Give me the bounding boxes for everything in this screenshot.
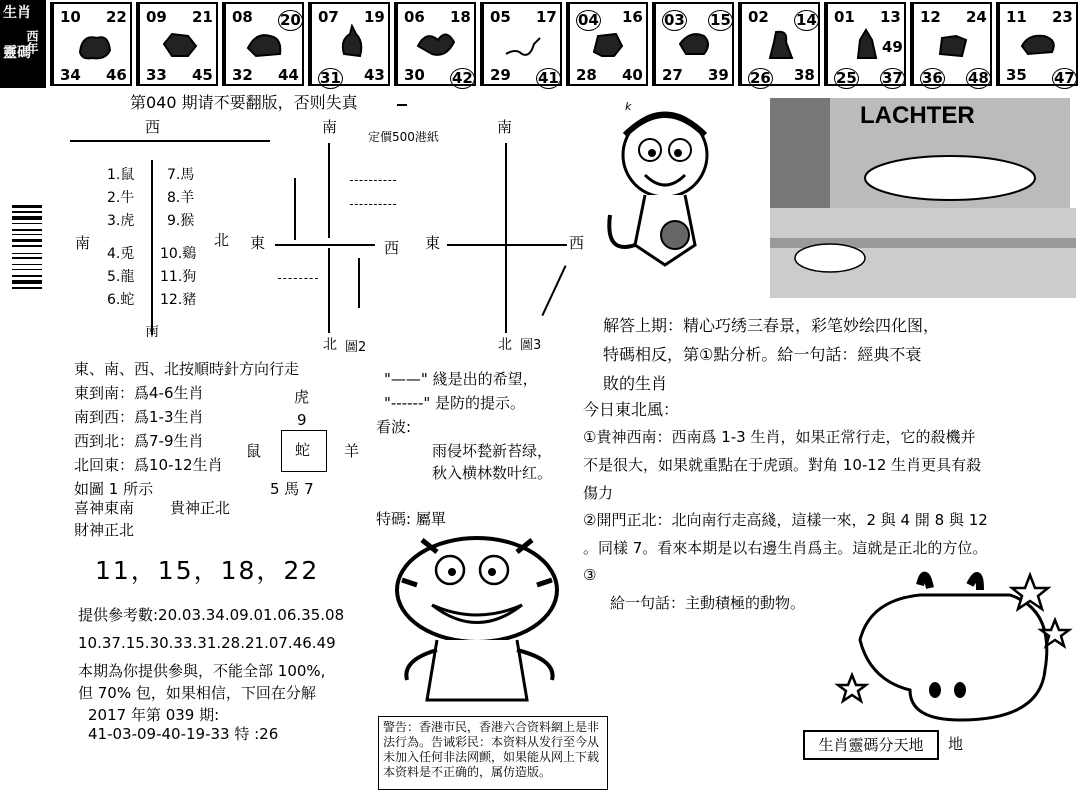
figure-note: 如圖 1 所示 (74, 480, 154, 498)
fig2-label: 圖2 (345, 340, 367, 355)
zodiac-cell (910, 2, 992, 86)
legend-solid: "——" 綫是出的希望， (384, 370, 538, 388)
monkey-cartoon-image (595, 95, 745, 295)
pig-icon (1018, 24, 1058, 62)
zodiac-number: 20 (280, 11, 301, 29)
zodiac-number: 22 (106, 8, 127, 26)
zodiac-number: 25 (836, 69, 857, 87)
zodiac-number: 48 (968, 69, 989, 87)
summary-line: 給一句話：主動積極的動物。 (610, 594, 806, 612)
barcode-bar (12, 257, 42, 259)
cross-top-num: 9 (297, 411, 307, 429)
corner-line3: 西年 (25, 30, 39, 54)
para-3: ③ (583, 566, 597, 584)
horse-icon (588, 24, 628, 62)
zodiac-number: 34 (60, 66, 81, 84)
zodiac-number: 39 (708, 66, 729, 84)
rooster-icon (846, 24, 886, 62)
snake-icon (502, 24, 542, 62)
fig1-left: 南 (75, 234, 91, 252)
zodiac-number: 07 (318, 8, 339, 26)
zodiac-number: 13 (880, 8, 901, 26)
barcode-bar (12, 275, 42, 277)
fig1-item: 12.豬 (160, 292, 197, 308)
zodiac-number: 28 (576, 66, 597, 84)
zodiac-number: 21 (192, 8, 213, 26)
fig2-left: 東 (250, 234, 266, 252)
direction-line: 西到北：爲7-9生肖 (74, 432, 204, 450)
tag-label: 生肖靈碼分天地 (803, 730, 939, 760)
zodiac-number: 43 (364, 66, 385, 84)
k-mark: k (625, 100, 632, 113)
zodiac-number: 41 (538, 69, 559, 87)
zodiac-number: 15 (710, 11, 731, 29)
fig3-left: 東 (425, 234, 441, 252)
zodiac-number: 17 (536, 8, 557, 26)
zodiac-number: 01 (834, 8, 855, 26)
fig1-item: 11.狗 (160, 269, 197, 285)
prev-issue-result: 41-03-09-40-19-33 特 :26 (88, 725, 279, 743)
zodiac-number: 08 (232, 8, 253, 26)
fig1-top: 西 (145, 118, 161, 136)
zodiac-number: 19 (364, 8, 385, 26)
figure-3 (425, 118, 595, 358)
corner-line1: 生肖 (3, 5, 31, 21)
fig3-bottom: 北 (498, 337, 512, 353)
dragon-icon (416, 24, 456, 62)
barcode-bar (12, 216, 42, 220)
fig1-bottom: 南 (145, 324, 159, 340)
corner-title (0, 0, 46, 88)
barcode-bar (12, 211, 42, 213)
cross-bottom: 5 馬 7 (270, 480, 314, 498)
zodiac-number: 26 (750, 69, 771, 87)
barcode-bar (12, 287, 42, 289)
dog-icon (932, 24, 972, 62)
zodiac-number: 02 (748, 8, 769, 26)
para-2-line-2: 。同樣 7。看來本期是以右邊生肖爲主。這就是正北的方位。 (583, 539, 988, 557)
barcode-bar (12, 239, 42, 242)
barcode-bar (12, 229, 42, 231)
answer-line-1: 解答上期：精心巧绣三春景，彩笔妙绘四化图， (603, 316, 940, 335)
barcode-bar (12, 223, 42, 224)
zodiac-number: 36 (922, 69, 943, 87)
today-wind: 今日東北風： (583, 400, 680, 419)
legend-dashed: "------" 是防的提示。 (384, 394, 526, 412)
zodiac-number: 35 (1006, 66, 1027, 84)
cai-shen: 財神正北 (74, 521, 135, 539)
barcode-bar (12, 264, 42, 265)
zodiac-number: 18 (450, 8, 471, 26)
zodiac-number: 44 (278, 66, 299, 84)
fig1-item: 2.牛 (107, 190, 135, 206)
para-1-line-2: 不是很大，如果就重點在于虎頭。對角 10-12 生肖更具有殺 (583, 456, 982, 474)
answer-line-2: 特碼相反，第①點分析。給一句話：經典不衰 (603, 345, 922, 364)
poem-label: 看波: (376, 418, 412, 436)
direction-line: 北回東：爲10-12生肖 (74, 456, 223, 474)
zodiac-number: 05 (490, 8, 511, 26)
price-label: 定價500港紙 (368, 130, 439, 144)
laughter-sign: LACHTER (860, 102, 975, 129)
zodiac-number: 24 (966, 8, 987, 26)
direction-line: 南到西：爲1-3生肖 (74, 408, 204, 426)
fig3-label: 圖3 (520, 338, 542, 353)
zodiac-cell (394, 2, 476, 86)
goat-cartoon-image (830, 560, 1076, 740)
cross-left: 鼠 (246, 442, 262, 460)
zodiac-number: 42 (452, 69, 473, 87)
para-1-line-3: 傷力 (583, 484, 614, 502)
highlight-numbers: 11，15，18，22 (95, 556, 320, 585)
zodiac-cell (480, 2, 562, 86)
poem-line-2: 秋入横林数叶红。 (432, 464, 553, 482)
warning-box: 警告：香港市民，香港六合资料網上是非法行為。告诫彩民：本资料从发行至今从未加入任何非法网颤，如果能从网上下载本资料是不正确的，属仿造版。 (378, 716, 608, 790)
special-code: 特碼: 屬單 (376, 510, 446, 528)
rat-icon (72, 24, 112, 62)
rabbit-icon (330, 24, 370, 62)
zodiac-number: 23 (1052, 8, 1073, 26)
zodiac-number: 46 (106, 66, 127, 84)
para-2-line-1: ②開門正北：北向南行走高綫，這樣一來，2 與 4 開 8 與 12 (583, 511, 988, 529)
fig1-item: 8.羊 (167, 190, 195, 206)
zodiac-number: 04 (578, 11, 599, 29)
poem-line-1: 雨侵坏甃新苔绿， (432, 442, 553, 460)
fig2-bottom: 北 (323, 337, 337, 353)
fig1-item: 9.猴 (167, 213, 195, 229)
zodiac-number: 06 (404, 8, 425, 26)
fig1-item: 1.鼠 (107, 167, 135, 183)
zodiac-number: 30 (404, 66, 425, 84)
zodiac-number: 27 (662, 66, 683, 84)
corner-line2: 靈碼 (3, 45, 31, 61)
barcode-image (12, 205, 42, 345)
zodiac-number: 45 (192, 66, 213, 84)
tiger-icon (244, 24, 284, 62)
fig3-top: 南 (497, 118, 513, 136)
barcode-bar (12, 280, 42, 284)
zodiac-number: 33 (146, 66, 167, 84)
fig1-item: 6.蛇 (107, 292, 135, 308)
zodiac-number: 14 (796, 11, 817, 29)
fig2-top: 南 (322, 118, 338, 136)
zodiac-number: 40 (622, 66, 643, 84)
zodiac-cell (652, 2, 734, 86)
rule-text: 東、南、西、北按順時針方向行走 (74, 360, 300, 378)
zodiac-cell (566, 2, 648, 86)
note-line-2: 但 70% 包，如果相信，下回在分解 (78, 684, 316, 702)
zodiac-number: 37 (882, 69, 903, 87)
zodiac-number: 12 (920, 8, 941, 26)
goat-icon (674, 24, 714, 62)
tag-after: 地 (948, 735, 964, 753)
zodiac-cell (308, 2, 390, 86)
fig1-right: 北 (214, 231, 230, 249)
zodiac-cell (50, 2, 132, 86)
barcode-bar (12, 234, 42, 235)
barcode-bar (12, 205, 42, 208)
fig1-item: 3.虎 (107, 213, 135, 229)
ox-icon (158, 24, 198, 62)
monkey-icon (760, 24, 800, 62)
prev-issue-label: 2017 年第 039 期: (88, 706, 220, 724)
fig1-item: 7.馬 (167, 167, 195, 183)
zodiac-cell (824, 2, 906, 86)
barcode-bar (12, 253, 42, 254)
direction-line: 東到南：爲4-6生肖 (74, 384, 204, 402)
zodiac-cell (222, 2, 304, 86)
cross-right: 羊 (344, 442, 360, 460)
zodiac-cell (996, 2, 1078, 86)
fig1-item: 4.兎 (107, 246, 135, 262)
answer-line-3: 敗的生肖 (603, 374, 668, 393)
xi-shen: 喜神東南 (74, 499, 135, 517)
gui-shen: 貴神正北 (170, 499, 231, 517)
para-1-line-1: ①貴神西南：西南爲 1-3 生肖，如果正常行走，它的殺機并 (583, 428, 976, 446)
fig3-right: 西 (569, 234, 585, 252)
cross-top: 虎 (294, 388, 310, 406)
zodiac-number: 38 (794, 66, 815, 84)
zodiac-number: 29 (490, 66, 511, 84)
issue-line: 第040 期请不要翻版，否则失真 (130, 93, 358, 112)
zodiac-number: 16 (622, 8, 643, 26)
barcode-bar (12, 245, 42, 247)
fig1-item: 10.鷄 (160, 246, 197, 262)
zodiac-strip (0, 0, 1080, 88)
fig1-item: 5.龍 (107, 269, 135, 285)
fig2-right: 西 (384, 239, 400, 257)
tiger-cartoon-image (382, 530, 592, 712)
reference-numbers-1: 提供參考數:20.03.34.09.01.06.35.08 (78, 606, 345, 624)
zodiac-cell (136, 2, 218, 86)
zodiac-number: 49 (882, 38, 903, 56)
zodiac-number: 31 (320, 69, 341, 87)
zodiac-cell (738, 2, 820, 86)
zodiac-number: 11 (1006, 8, 1027, 26)
zodiac-number: 32 (232, 66, 253, 84)
zodiac-number: 09 (146, 8, 167, 26)
barcode-bar (12, 269, 42, 270)
zodiac-number: 47 (1054, 69, 1075, 87)
cross-center: 蛇 (295, 441, 311, 459)
note-line-1: 本期為你提供參與，不能全部 100%, (78, 662, 326, 680)
zodiac-number: 10 (60, 8, 81, 26)
laughter-cartoon-image (740, 98, 1076, 298)
reference-numbers-2: 10.37.15.30.33.31.28.21.07.46.49 (78, 634, 336, 652)
figure-2 (250, 118, 420, 358)
zodiac-number: 03 (664, 11, 685, 29)
